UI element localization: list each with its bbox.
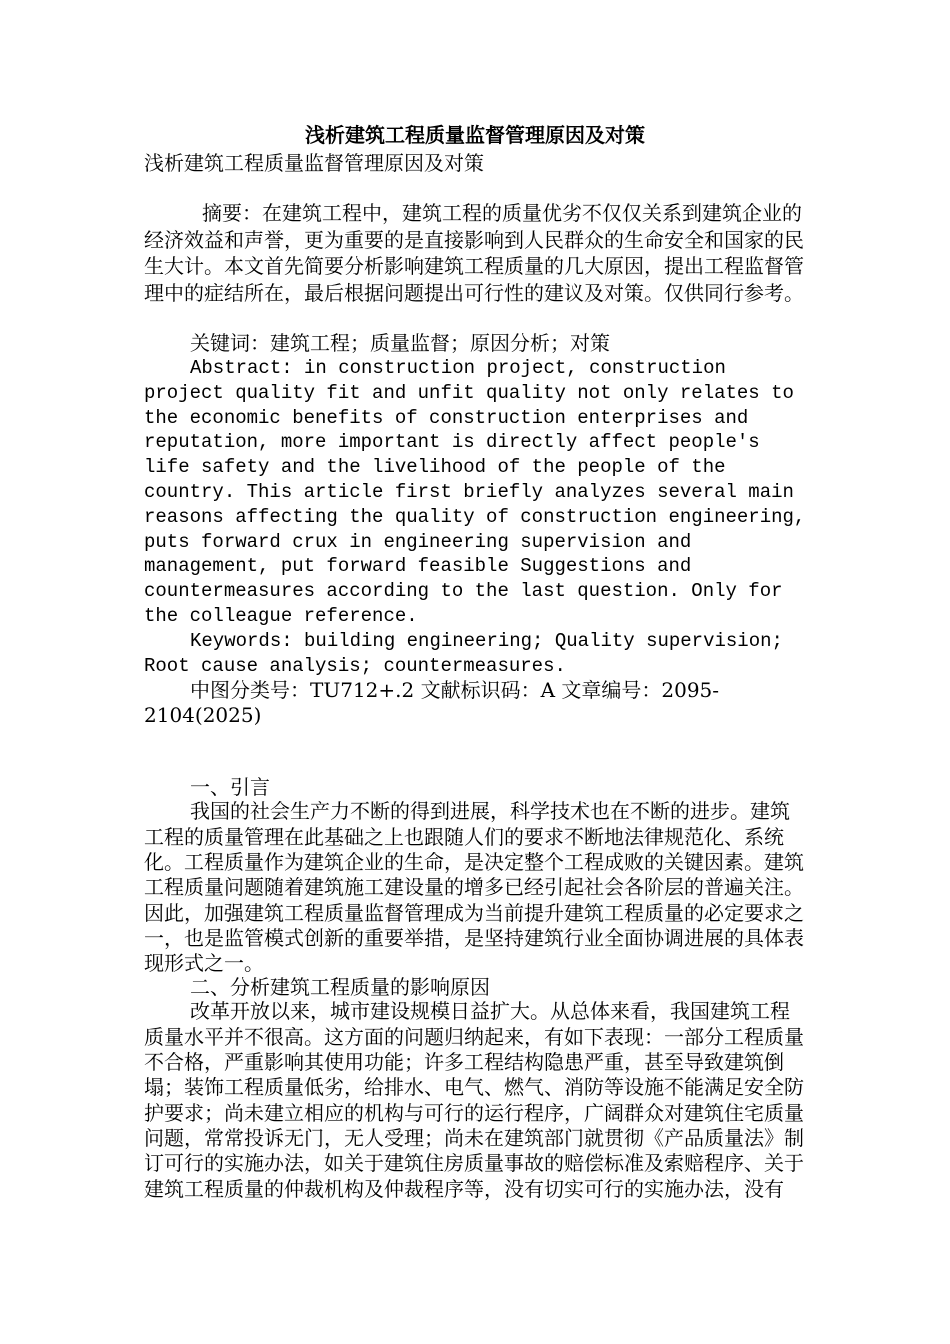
section-heading-analysis: 二、分析建筑工程质量的影响原因 <box>190 975 490 1000</box>
classification-info: 中图分类号：TU712+.2 文献标识码：A 文章编号：2095-2104(2025) <box>144 678 720 728</box>
keywords-english: Keywords: building engineering; Quality supervision; Root cause analysis; countermeasures. <box>144 629 783 677</box>
keywords-chinese: 关键词：建筑工程；质量监督；原因分析；对策 <box>190 331 610 355</box>
section-body-introduction: 我国的社会生产力不断的得到进展，科学技术也在不断的进步。建筑工程的质量管理在此基础之上也跟随人们的要求不断地法律规范化、系统化。工程质量作为建筑企业的生命，是决定整个工程成败的关键因素。建筑工程质量问题随着建筑施工建设量的增多已经引起社会各阶层的普遍关注。因此，加强建筑工程质量监督管理成为当前提升建筑工程质量的必定要求之一，也是监管模式创新的重要举措，是坚持建筑行业全面协调进展的具体表现形式之一。 <box>144 799 804 976</box>
document-subtitle: 浅析建筑工程质量监督管理原因及对策 <box>144 151 484 175</box>
abstract-english: Abstract: in construction project, construction project quality fit and unfit quality not only relates to the economic benefits of construction enterprises and reputation, more important is directly affect people's life safety and the livelihood of the people of the country. This article first briefly analyzes several main reasons affecting the quality of construction engineering, puts forward crux in engineering supervision and management, put forward feasible Suggestions and countermeasures according to the last question. Only for the colleague reference. <box>144 357 806 627</box>
section-body-analysis: 改革开放以来，城市建设规模日益扩大。从总体来看，我国建筑工程质量水平并不很高。这方面的问题归纳起来，有如下表现：一部分工程质量不合格，严重影响其使用功能；许多工程结构隐患严重，甚至导致建筑倒塌；装饰工程质量低劣，给排水、电气、燃气、消防等设施不能满足安全防护要求；尚未建立相应的机构与可行的运行程序，广阔群众对建筑住宅质量问题，常常投诉无门，无人受理；尚未在建筑部门就贯彻《产品质量法》制订可行的实施办法，如关于建筑住房质量事故的赔偿标准及索赔程序、关于建筑工程质量的仲裁机构及仲裁程序等，没有切实可行的实施办法，没有 <box>144 999 804 1201</box>
document-page <box>144 120 806 1202</box>
abstract-chinese: 摘要：在建筑工程中，建筑工程的质量优劣不仅仅关系到建筑企业的经济效益和声誉，更为重要的是直接影响到人民群众的生命安全和国家的民生大计。本文首先简要分析影响建筑工程质量的几大原因，提出工程监督管理中的症结所在，最后根据问题提出可行性的建议及对策。仅供同行参考。 <box>144 201 804 305</box>
section-heading-introduction: 一、引言 <box>190 775 270 800</box>
document-title: 浅析建筑工程质量监督管理原因及对策 <box>305 123 645 147</box>
